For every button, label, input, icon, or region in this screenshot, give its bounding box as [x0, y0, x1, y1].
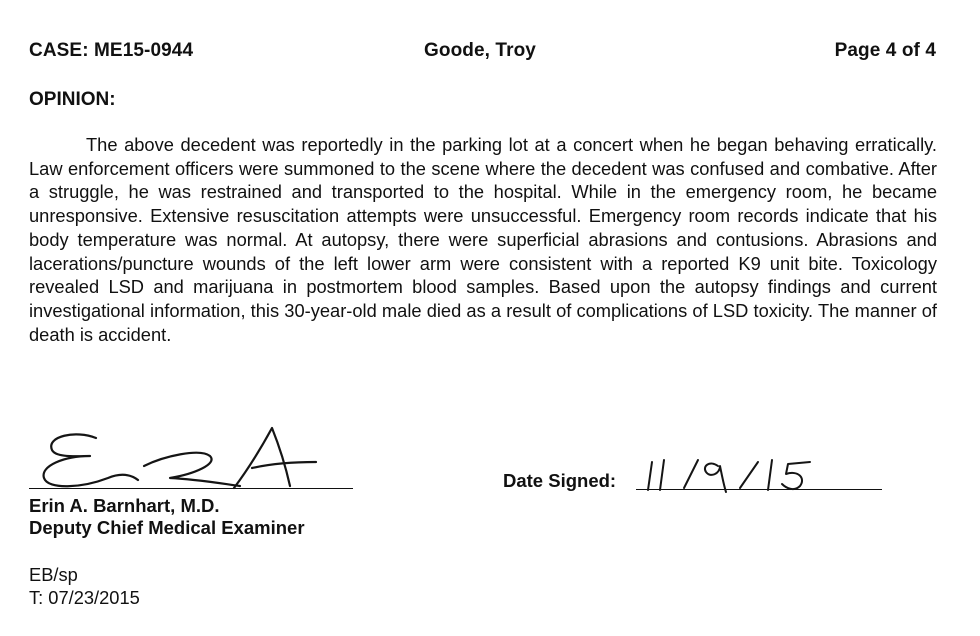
opinion-paragraph: The above decedent was reportedly in the parking lot at a concert when he began behaving erratically. Law enforcement officers were summoned to the scene where the decedent was confused and combative. After a struggle, he was restrained and transported to the hospital. While in the emergency room, he became unresponsive. Extensive resuscitation attempts were unsuccessful. Emergency room records indicate that his body temperature was normal. At autopsy, there were superficial abrasions and contusions. Abrasions and lacerations/puncture wounds of the left lower arm were consistent with a reported K9 unit bite. Toxicology revealed LSD and marijuana in postmortem blood samples. Based upon the autopsy findings and current investigational information, this 30-year-old male died as a result of complications of LSD toxicity. The manner of death is accident.: [29, 134, 937, 345]
signature-line: [29, 488, 353, 489]
page-number: Page 4 of 4: [834, 40, 936, 61]
transcription-date: T: 07/23/2015: [29, 587, 140, 608]
decedent-name: Goode, Troy: [424, 40, 536, 61]
date-signed-label: Date Signed:: [503, 470, 617, 491]
signer-title: Deputy Chief Medical Examiner: [29, 517, 305, 538]
case-number: CASE: ME15-0944: [29, 40, 194, 61]
signer-name: Erin A. Barnhart, M.D.: [29, 495, 220, 516]
typist-initials: EB/sp: [29, 564, 78, 585]
handwritten-signature: [34, 422, 334, 494]
opinion-heading: OPINION:: [29, 89, 116, 110]
handwritten-date: [640, 452, 830, 494]
date-text: 11/9/15: [640, 452, 644, 453]
signature-text: ERA: [34, 422, 37, 423]
